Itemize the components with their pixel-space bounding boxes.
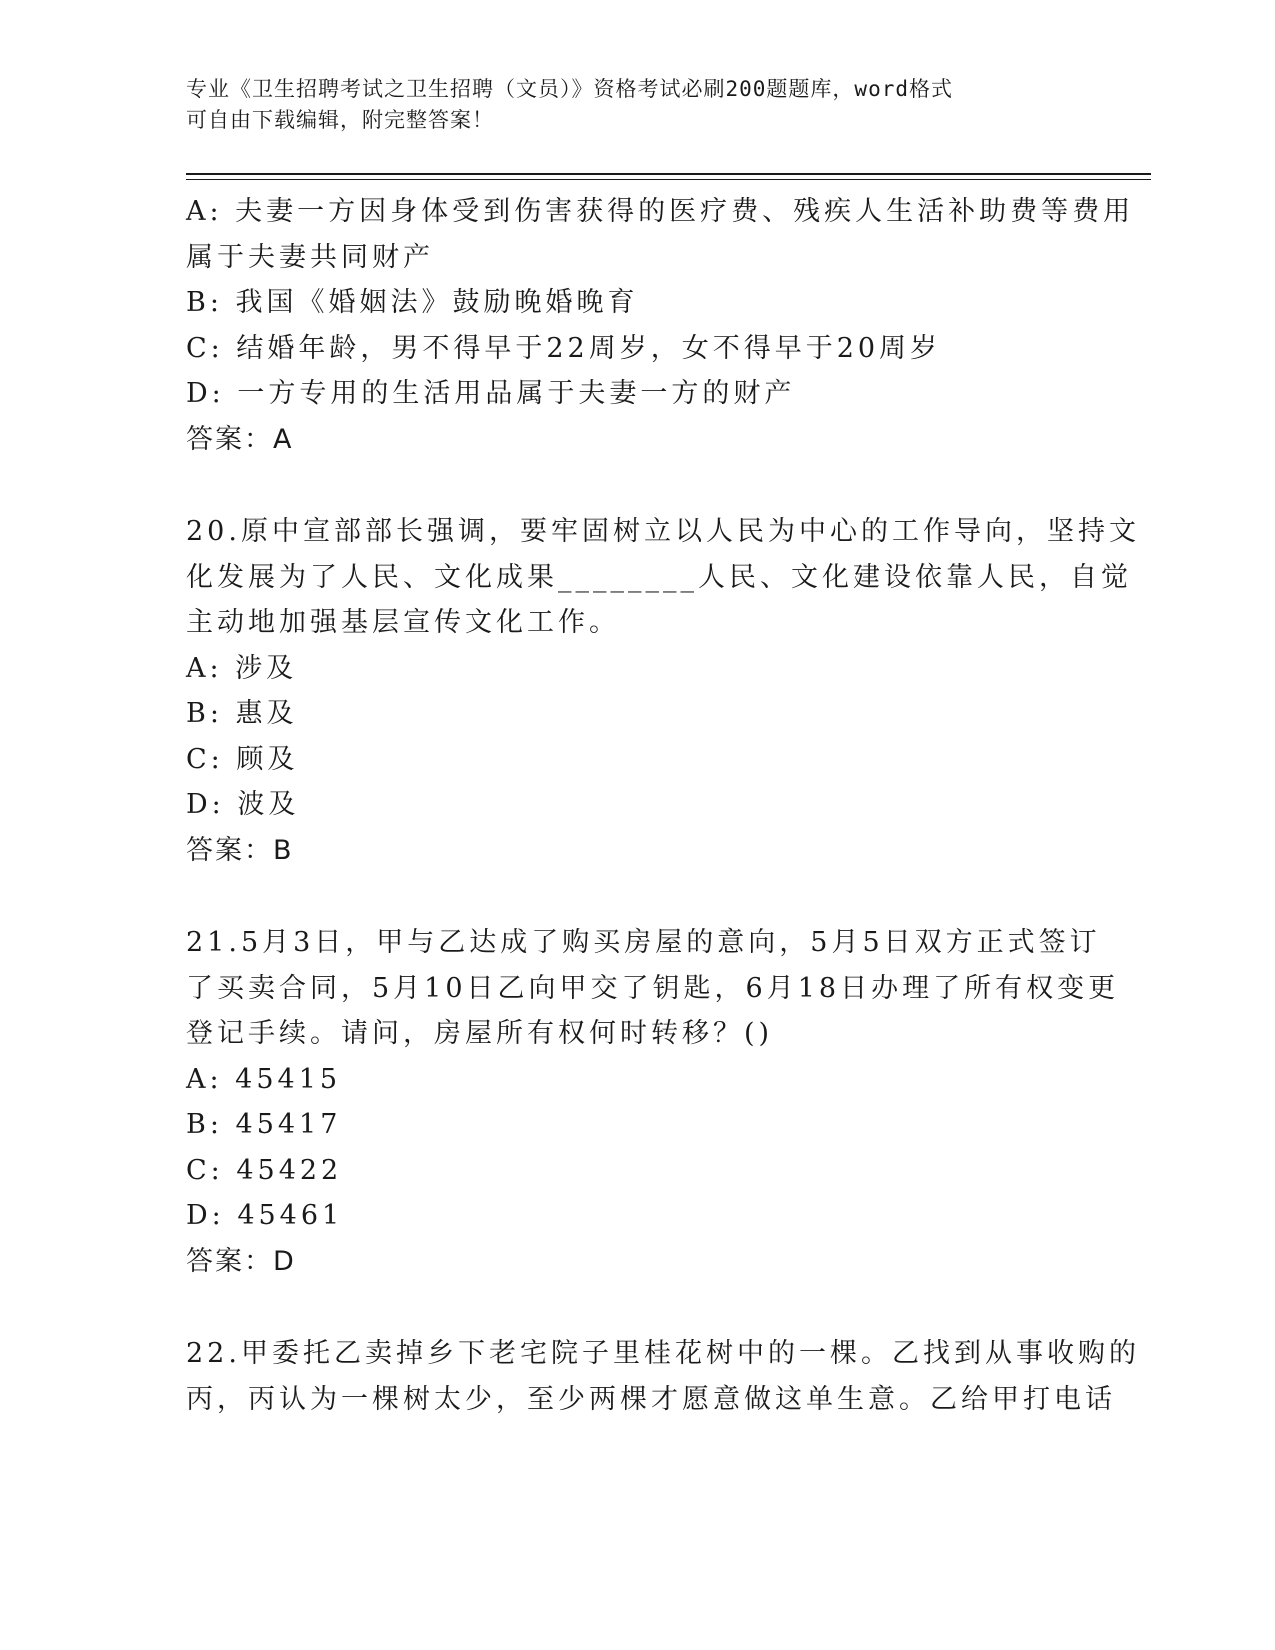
option-d: D: 波及 — [186, 789, 300, 820]
question-stem-line-1: 22.甲委托乙卖掉乡下老宅院子里桂花树中的一棵。乙找到从事收购的 — [186, 1338, 1140, 1369]
question-stem-line-1: 20.原中宣部部长强调，要牢固树立以人民为中心的工作导向，坚持文 — [186, 516, 1140, 547]
option-d: D: 一方专用的生活用品属于夫妻一方的财产 — [186, 378, 796, 409]
header-divider-thin — [186, 179, 1151, 180]
document-header — [186, 74, 1066, 136]
option-a-line-2: 属于夫妻共同财产 — [186, 241, 434, 273]
option-c: C: 45422 — [186, 1154, 343, 1186]
question-stem-line-2: 丙，丙认为一棵树太少，至少两棵才愿意做这单生意。乙给甲打电话 — [186, 1383, 1116, 1415]
option-b: B: 惠及 — [186, 698, 298, 729]
question-stem-line-2: 化发展为了人民、文化成果________人民、文化建设依靠人民，自觉 — [186, 561, 1132, 593]
question-stem-line-2: 了买卖合同，5月10日乙向甲交了钥匙，6月18日办理了所有权变更 — [186, 972, 1120, 1004]
option-c: C: 顾及 — [186, 743, 299, 775]
option-c: C: 结婚年龄，男不得早于22周岁，女不得早于20周岁 — [186, 332, 942, 364]
question-20 — [186, 509, 1140, 873]
option-b: B: 我国《婚姻法》鼓励晚婚晚育 — [186, 287, 639, 318]
option-b: B: 45417 — [186, 1109, 342, 1140]
question-22 — [186, 1331, 1140, 1422]
question-stem-line-1: 21.5月3日，甲与乙达成了购买房屋的意向，5月5日双方正式签订 — [186, 927, 1101, 958]
question-spacer — [186, 462, 1086, 509]
option-d: D: 45461 — [186, 1200, 344, 1231]
header-line-2: 可自由下载编辑，附完整答案！ — [186, 108, 494, 132]
question-stem-line-3: 主动地加强基层宣传文化工作。 — [186, 607, 620, 638]
header-line-1: 专业《卫生招聘考试之卫生招聘（文员）》资格考试必刷200题题库，word格式 — [186, 77, 953, 101]
answer: 答案：A — [186, 423, 294, 455]
option-a-line-1: A: 夫妻一方因身体受到伤害获得的医疗费、残疾人生活补助费等费用 — [186, 196, 1135, 227]
question-21 — [186, 920, 1120, 1284]
option-a: A: 45415 — [186, 1063, 342, 1095]
question-stem-line-3: 登记手续。请问，房屋所有权何时转移？() — [186, 1018, 774, 1049]
question-spacer — [186, 873, 1086, 920]
question-19 — [186, 189, 1135, 462]
answer: 答案：D — [186, 1245, 296, 1277]
question-spacer — [186, 1284, 1086, 1331]
question-list — [186, 189, 1140, 1422]
header-divider-thick — [186, 173, 1151, 175]
answer: 答案：B — [186, 834, 294, 866]
option-a: A: 涉及 — [186, 652, 298, 684]
